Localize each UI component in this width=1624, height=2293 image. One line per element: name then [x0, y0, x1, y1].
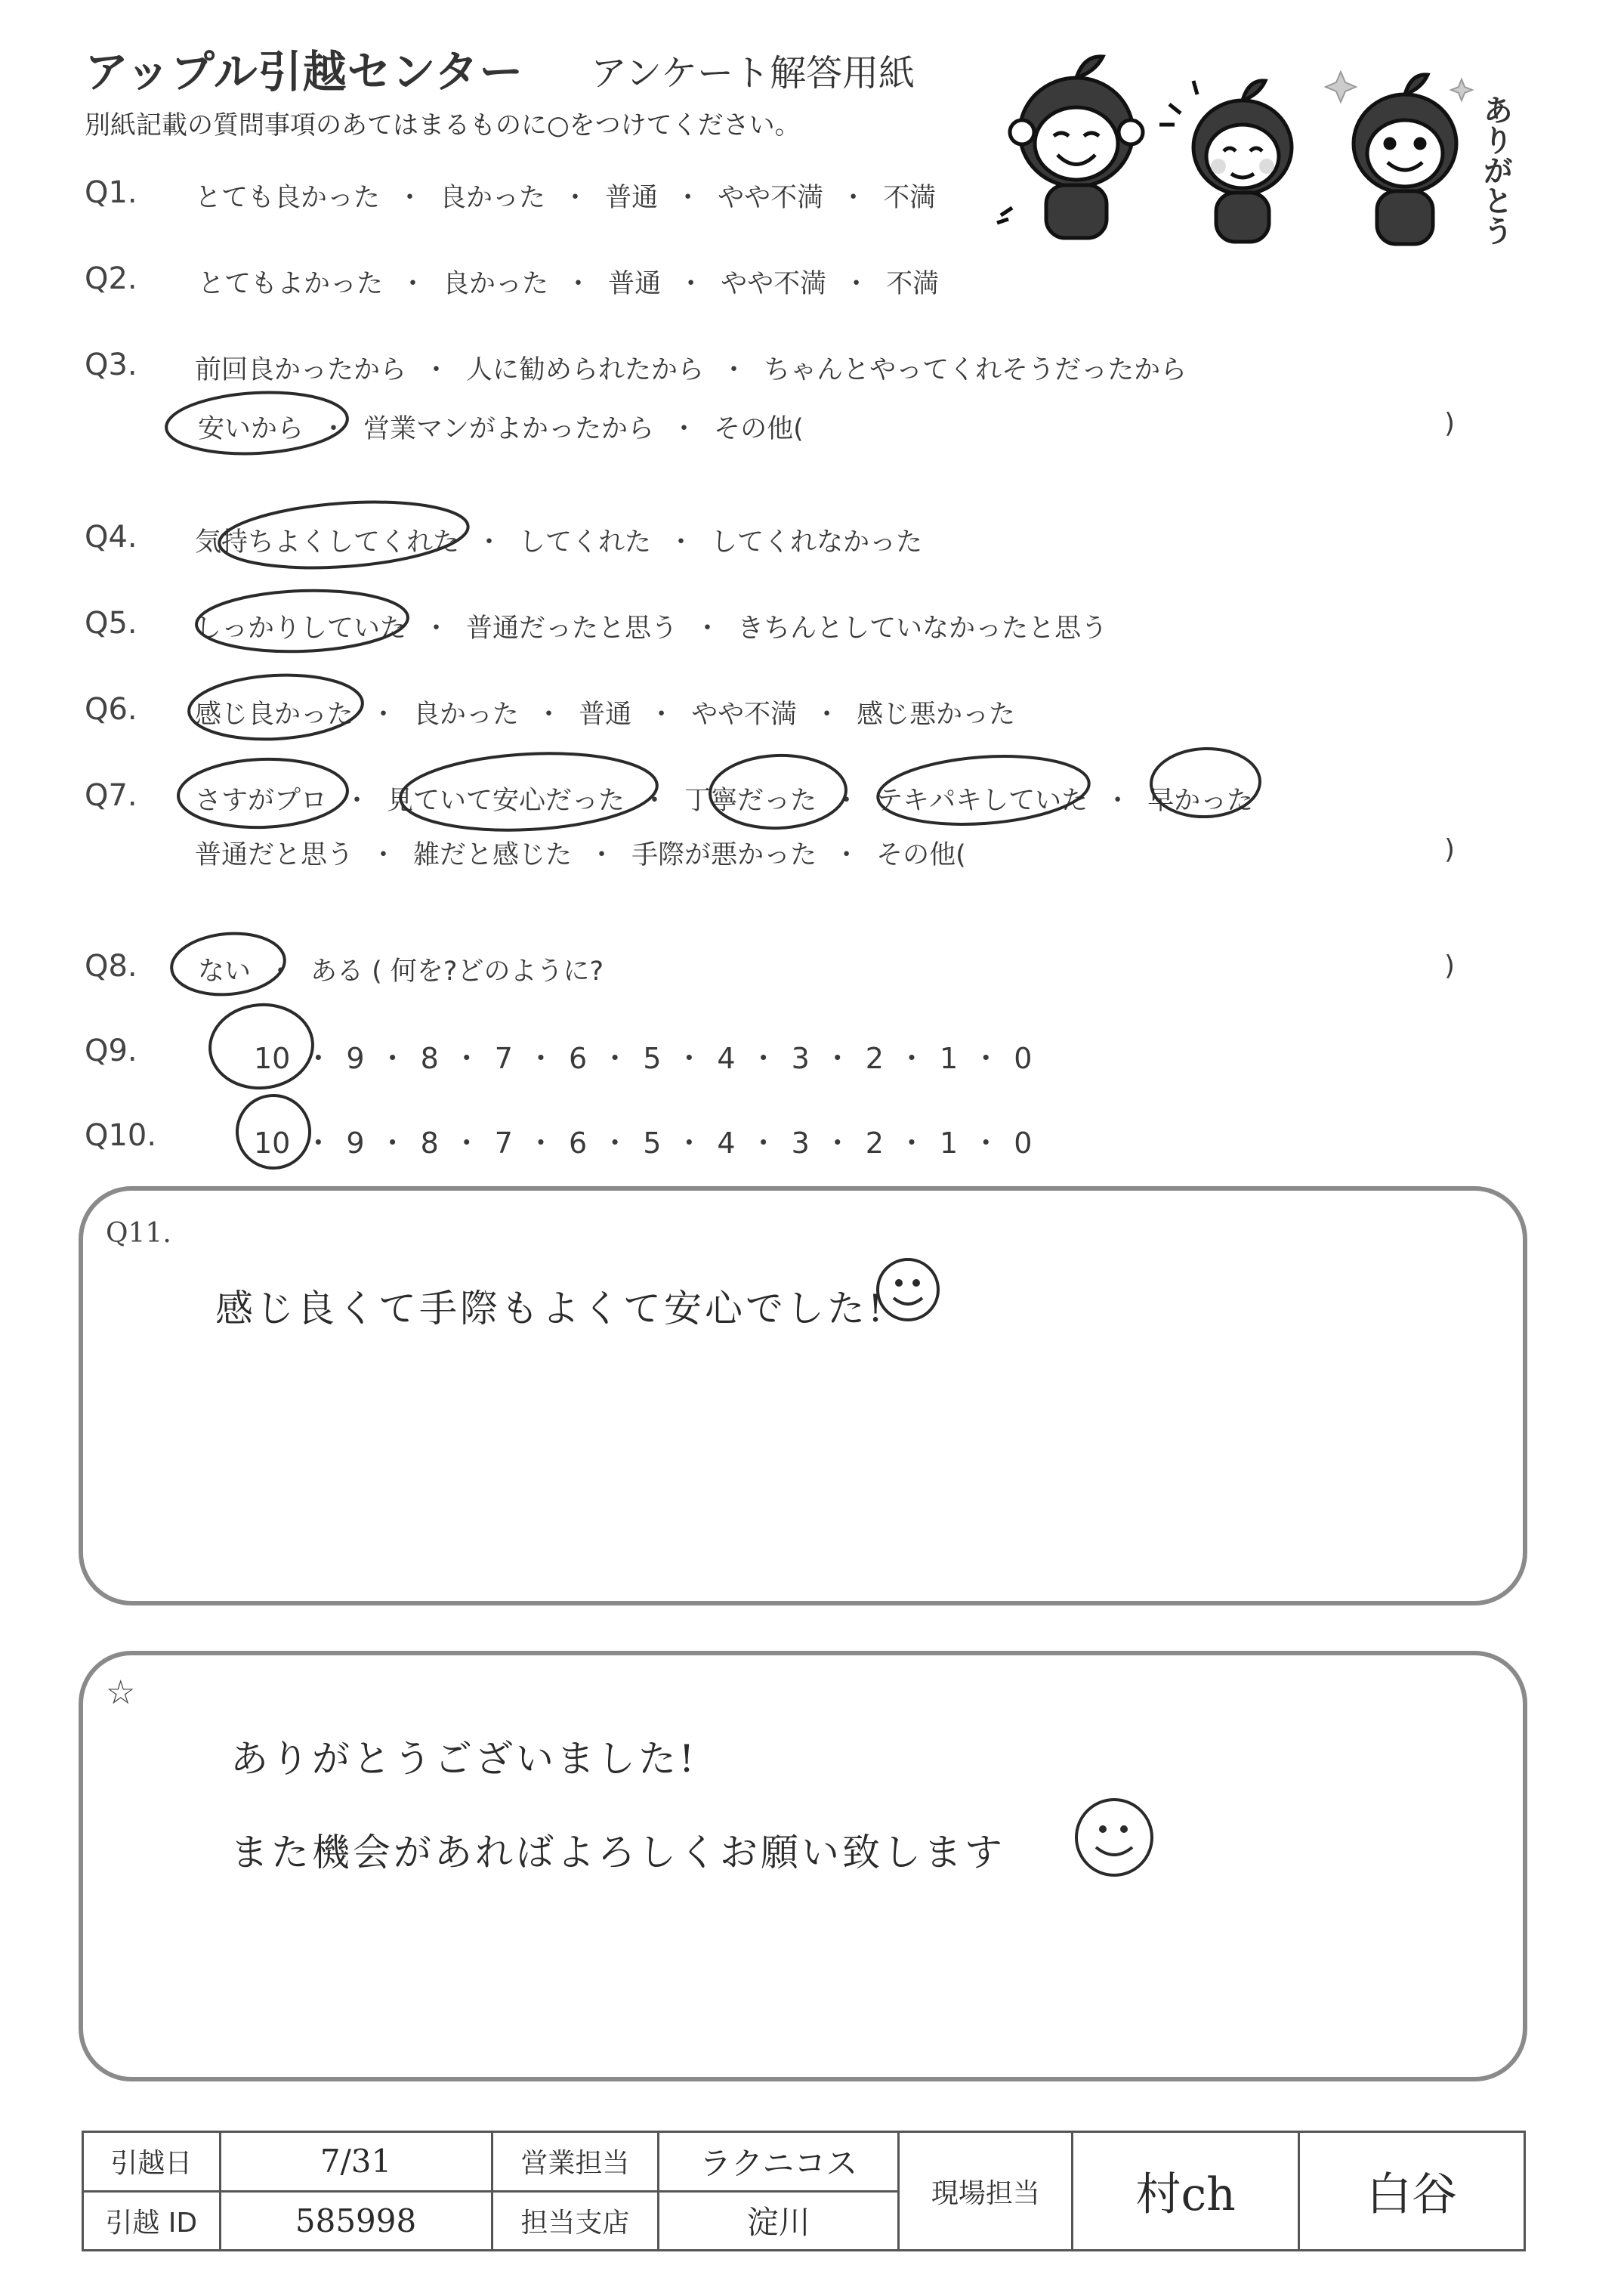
move-date-value[interactable]: 7/31: [220, 2132, 492, 2192]
q5-options: しっかりしていた ・ 普通だったと思う ・ きちんとしていなかったと思う: [195, 613, 1108, 644]
q8-option[interactable]: ある ( 何を?どのように?: [310, 956, 604, 987]
q7-close-paren: ): [1444, 834, 1456, 865]
company-title: アップル引越センター: [85, 46, 524, 97]
q5-option[interactable]: きちんとしていなかったと思う: [737, 613, 1108, 644]
q1-option[interactable]: やや不満: [718, 183, 824, 213]
circle-mark: [206, 1000, 316, 1092]
q7-options-line1: さすがプロ ・ 見ていて安心だった ・ 丁寧だった ・ テキパキしていた ・ 早かった: [195, 786, 1254, 816]
q10-number: Q10.: [85, 1118, 157, 1153]
q9-score[interactable]: 3: [791, 1042, 810, 1075]
q7-option[interactable]: その他(: [876, 840, 966, 870]
move-info-table: [82, 2131, 1526, 2251]
q1-option[interactable]: 不満: [883, 183, 937, 213]
q10-scale: 10 ・ 9 ・ 8 ・ 7 ・ 6 ・ 5 ・ 4 ・ 3 ・ 2 ・ 1 ・ 0: [254, 1126, 1033, 1160]
q7-option[interactable]: 雑だと感じた: [413, 840, 573, 870]
q1-option[interactable]: とても良かった: [195, 183, 381, 213]
q4-options: 気持ちよくしてくれた ・ してくれた ・ してくれなかった: [195, 527, 923, 558]
q6-option[interactable]: 良かった: [413, 700, 520, 730]
branch-value[interactable]: 淀川: [659, 2191, 899, 2251]
q9-score[interactable]: 7: [494, 1042, 513, 1075]
circle-mark: [217, 495, 470, 576]
q7-option[interactable]: 手際が悪かった: [631, 840, 817, 870]
q8-options: ない ・ ある ( 何を?どのように?: [198, 956, 604, 987]
q2-option[interactable]: やや不満: [721, 269, 827, 299]
q6-option[interactable]: やや不満: [691, 700, 798, 730]
q4-option[interactable]: してくれなかった: [711, 527, 923, 558]
q3-option[interactable]: 前回良かったから: [195, 355, 407, 385]
q7-option[interactable]: 見ていて安心だった: [387, 786, 625, 816]
circle-mark: [709, 753, 847, 830]
q2-option[interactable]: 良かった: [443, 269, 549, 299]
move-id-value[interactable]: 585998: [220, 2191, 492, 2251]
circle-mark: [234, 1092, 313, 1171]
message-handwritten-line2: また機会があればよろしくお願い致します: [230, 1831, 1005, 1874]
q5-number: Q5.: [85, 606, 137, 641]
sales-staff-value[interactable]: ラクニコス: [659, 2132, 899, 2192]
move-id-label: 引越 ID: [83, 2191, 221, 2251]
form-title: アンケート解答用紙: [591, 52, 915, 94]
q9-score[interactable]: 1: [940, 1042, 959, 1075]
q10-score[interactable]: 4: [717, 1126, 736, 1160]
q8-close-paren: ): [1444, 950, 1456, 981]
q11-handwritten-answer: 感じ良くて手際もよくて安心でした!: [215, 1287, 887, 1330]
q10-score[interactable]: 8: [420, 1126, 439, 1160]
q9-number: Q9.: [85, 1034, 137, 1068]
move-date-label: 引越日: [83, 2132, 221, 2192]
circle-mark: [169, 929, 287, 1000]
q2-option[interactable]: 不満: [886, 269, 940, 299]
q9-score[interactable]: 2: [865, 1042, 884, 1075]
sales-staff-label: 営業担当: [492, 2132, 658, 2192]
q3-option[interactable]: 安いから: [198, 414, 304, 444]
q2-number: Q2.: [85, 261, 137, 296]
circle-mark: [165, 388, 349, 458]
mascot-thanks-text: ありがとう: [1478, 94, 1513, 246]
q10-score[interactable]: 6: [568, 1126, 588, 1160]
q6-options: 感じ良かった ・ 良かった ・ 普通 ・ やや不満 ・ 感じ悪かった: [195, 700, 1016, 730]
q2-option[interactable]: とてもよかった: [198, 269, 384, 299]
message-handwritten-line1: ありがとうございました!: [230, 1737, 698, 1781]
circle-mark: [399, 747, 659, 836]
circle-mark: [187, 671, 364, 743]
q6-option[interactable]: 普通: [579, 700, 632, 730]
site-staff-value-1[interactable]: 村ch: [1073, 2132, 1298, 2251]
q10-score[interactable]: 3: [791, 1126, 810, 1160]
instruction-text: 別紙記載の質問事項のあてはまるものに○をつけてください。: [85, 110, 801, 141]
q3-options-line1: 前回良かったから ・ 人に勧められたから ・ ちゃんとやってくれそうだったから: [195, 355, 1187, 385]
q3-option[interactable]: 人に勧められたから: [466, 355, 705, 385]
q9-score[interactable]: 4: [717, 1042, 736, 1075]
star-label: ☆: [106, 1673, 136, 1712]
q7-option[interactable]: さすがプロ: [195, 786, 328, 816]
q11-box[interactable]: [79, 1186, 1527, 1605]
q9-score[interactable]: 10: [254, 1042, 291, 1075]
q3-close-paren: ): [1444, 408, 1456, 439]
q4-option[interactable]: してくれた: [519, 527, 652, 558]
q3-option[interactable]: その他(: [714, 414, 804, 444]
q8-number: Q8.: [85, 949, 137, 984]
q7-option[interactable]: 早かった: [1147, 786, 1254, 816]
q10-score[interactable]: 9: [346, 1126, 365, 1160]
circle-mark: [196, 587, 409, 655]
q10-score[interactable]: 1: [940, 1126, 959, 1160]
circle-mark: [875, 749, 1091, 830]
q9-score[interactable]: 0: [1014, 1042, 1033, 1075]
q1-number: Q1.: [85, 175, 137, 210]
branch-label: 担当支店: [492, 2191, 658, 2251]
q2-option[interactable]: 普通: [608, 269, 662, 299]
q4-number: Q4.: [85, 520, 137, 555]
site-staff-value-2[interactable]: 白谷: [1298, 2132, 1524, 2251]
q8-option[interactable]: ない: [198, 956, 252, 987]
smiley-face-icon: [872, 1254, 944, 1326]
q9-scale: 10 ・ 9 ・ 8 ・ 7 ・ 6 ・ 5 ・ 4 ・ 3 ・ 2 ・ 1 ・ 0: [254, 1042, 1033, 1075]
q3-number: Q3.: [85, 348, 137, 382]
q1-option[interactable]: 普通: [605, 183, 659, 213]
q9-score[interactable]: 5: [643, 1042, 662, 1075]
q9-score[interactable]: 8: [420, 1042, 439, 1075]
q10-score[interactable]: 7: [494, 1126, 513, 1160]
q10-score[interactable]: 2: [865, 1126, 884, 1160]
q3-options-line2: 安いから ・ 営業マンがよかったから ・ その他(: [198, 414, 804, 444]
q7-option[interactable]: 丁寧だった: [684, 786, 817, 816]
circle-mark: [177, 756, 348, 830]
q7-number: Q7.: [85, 778, 137, 813]
q1-option[interactable]: 良かった: [440, 183, 546, 213]
site-staff-label: 現場担当: [899, 2132, 1073, 2251]
q10-score[interactable]: 0: [1014, 1126, 1033, 1160]
q6-option[interactable]: 感じ良かった: [195, 700, 354, 730]
q9-score[interactable]: 6: [568, 1042, 588, 1075]
q1-options: とても良かった ・ 良かった ・ 普通 ・ やや不満 ・ 不満: [195, 183, 937, 213]
circle-mark: [1150, 747, 1261, 819]
q7-option[interactable]: 普通だと思う: [195, 840, 354, 870]
q5-option[interactable]: しっかりしていた: [195, 613, 407, 644]
q7-options-line2: 普通だと思う ・ 雑だと感じた ・ 手際が悪かった ・ その他(: [195, 840, 966, 870]
q6-number: Q6.: [85, 692, 137, 727]
q3-option[interactable]: ちゃんとやってくれそうだったから: [764, 355, 1187, 385]
q11-label: Q11.: [106, 1218, 171, 1249]
q6-option[interactable]: 感じ悪かった: [857, 700, 1016, 730]
q5-option[interactable]: 普通だったと思う: [466, 613, 678, 644]
q10-score[interactable]: 5: [643, 1126, 662, 1160]
q9-score[interactable]: 9: [346, 1042, 365, 1075]
q10-score[interactable]: 10: [254, 1126, 291, 1160]
q4-option[interactable]: 気持ちよくしてくれた: [195, 527, 460, 558]
q7-option[interactable]: テキパキしていた: [876, 786, 1088, 816]
smiley-face-icon: [1071, 1794, 1158, 1881]
q2-options: とてもよかった ・ 良かった ・ 普通 ・ やや不満 ・ 不満: [198, 269, 940, 299]
q3-option[interactable]: 営業マンがよかったから: [363, 414, 655, 444]
